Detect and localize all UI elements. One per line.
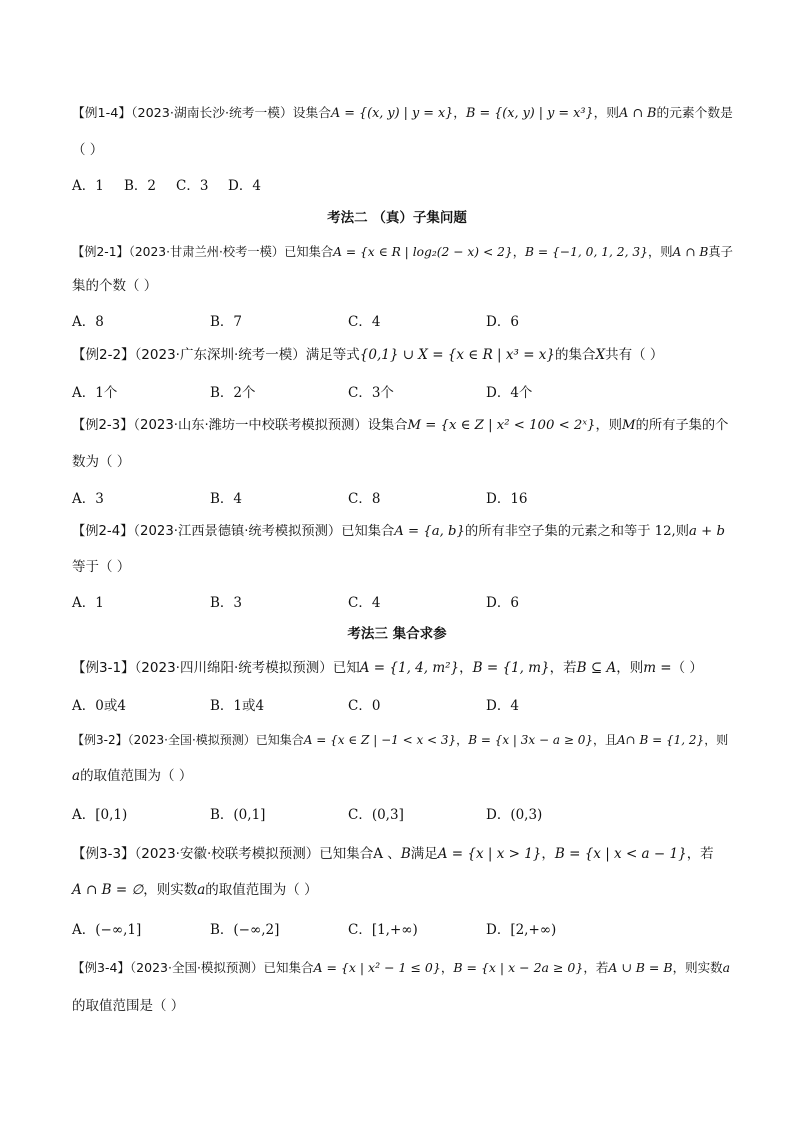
question-text: ，则实数 bbox=[672, 960, 723, 975]
question-source: （2023·全国·模拟预测） bbox=[129, 960, 264, 975]
math-expression: A = {x | x² − 1 ≤ 0} bbox=[313, 960, 441, 975]
math-expression: M = {x ∈ Z | x² < 100 < 2ˣ} bbox=[407, 418, 596, 433]
math-expression: A ∩ B = ∅ bbox=[72, 882, 144, 898]
math-expression: A = {x ∈ R | log₂(2 − x) < 2} bbox=[333, 245, 513, 259]
question-text: ，则 bbox=[704, 733, 729, 747]
question-3-3-continuation bbox=[72, 880, 318, 900]
option-a: A．[0,1) bbox=[72, 807, 128, 823]
question-source: （2023·甘肃兰州·校考一模） bbox=[128, 245, 285, 259]
math-expression: a bbox=[722, 960, 731, 975]
question-text: ，则 bbox=[616, 660, 644, 676]
option-d: D．[2,+∞) bbox=[486, 922, 557, 938]
math-expression: B = {x | x − 2a ≥ 0} bbox=[453, 960, 584, 975]
question-2-2-options bbox=[72, 381, 732, 401]
question-text: 已知 bbox=[332, 660, 360, 676]
option-b: B．(0,1] bbox=[210, 807, 266, 823]
math-expression: A = {x ∈ Z | −1 < x < 3} bbox=[303, 733, 457, 747]
question-tag: 【例2-2】 bbox=[72, 347, 135, 363]
question-text: ，则实数 bbox=[143, 882, 198, 898]
option-d: D．(0,3) bbox=[486, 807, 543, 823]
question-3-2-stem bbox=[72, 730, 728, 750]
option-d: D．16 bbox=[486, 491, 528, 507]
question-text: 满足 bbox=[410, 846, 438, 862]
question-text: 已知集合 bbox=[284, 245, 334, 259]
math-expression: A ∪ B = B bbox=[608, 960, 673, 975]
option-d: D．4 bbox=[228, 178, 261, 194]
math-expression: B = {x | x < a − 1} bbox=[554, 846, 687, 862]
option-a: A．8 bbox=[72, 314, 104, 330]
option-b: B．3 bbox=[210, 595, 243, 611]
question-text: ，则 bbox=[595, 418, 622, 433]
question-3-3-stem bbox=[72, 844, 714, 864]
question-source: （2023·湖南长沙·统考一模） bbox=[131, 106, 293, 121]
question-text: 的元素个数是 bbox=[656, 106, 733, 121]
math-expression: X bbox=[595, 347, 606, 363]
question-2-3-options bbox=[72, 487, 732, 507]
question-text: 已知集合 bbox=[263, 960, 314, 975]
question-tag: 【例2-3】 bbox=[72, 418, 134, 433]
question-text: 设集合 bbox=[292, 106, 332, 121]
question-1-4-stem bbox=[72, 104, 733, 124]
question-text: （ ） bbox=[671, 660, 703, 676]
question-text: 的集合 bbox=[555, 347, 596, 363]
option-d: D．4 bbox=[486, 698, 519, 714]
question-text: 满足等式 bbox=[305, 347, 360, 363]
question-text: ，若 bbox=[583, 960, 609, 975]
math-expression: m = bbox=[643, 660, 672, 676]
option-d: D．4个 bbox=[486, 385, 533, 401]
question-3-4-continuation: 的取值范围是（ ） bbox=[72, 998, 185, 1014]
option-b: B．(−∞,2] bbox=[210, 922, 280, 938]
option-c: C．3 bbox=[176, 178, 209, 194]
option-b: B．1或4 bbox=[210, 698, 265, 714]
question-tag: 【例3-1】 bbox=[72, 660, 135, 676]
question-3-4-stem bbox=[72, 958, 730, 978]
question-text: 共有（ ） bbox=[605, 347, 664, 363]
question-text: 已知集合 bbox=[341, 524, 395, 539]
option-c: C．4 bbox=[348, 595, 381, 611]
option-b: B．7 bbox=[210, 314, 243, 330]
question-source: （2023·全国·模拟预测） bbox=[127, 733, 256, 747]
question-2-2-stem bbox=[72, 345, 663, 365]
question-source: （2023·山东·潍坊一中校联考模拟预测） bbox=[133, 418, 368, 433]
option-a: A．0或4 bbox=[72, 698, 126, 714]
question-text: ，则 bbox=[593, 106, 620, 121]
math-expression: B = {x | 3x − a ≥ 0} bbox=[468, 733, 593, 747]
math-expression: A = {a, b} bbox=[394, 524, 465, 539]
question-2-4-continuation: 等于（ ） bbox=[72, 559, 131, 575]
option-b: B．2个 bbox=[210, 385, 256, 401]
question-text: ， bbox=[541, 846, 555, 862]
question-2-3-continuation: 数为（ ） bbox=[72, 454, 131, 470]
question-2-4-options bbox=[72, 591, 732, 611]
question-3-1-stem bbox=[72, 658, 703, 678]
question-text: 的所有非空子集的元素之和等于 12,则 bbox=[464, 524, 690, 539]
math-expression: A∩ B = {1, 2} bbox=[616, 733, 705, 747]
option-d: D．6 bbox=[486, 595, 519, 611]
question-2-4-stem bbox=[72, 522, 725, 542]
option-a: A．1个 bbox=[72, 385, 118, 401]
section-heading-3: 考法三 集合求参 bbox=[347, 626, 447, 642]
option-a: A．3 bbox=[72, 491, 104, 507]
question-3-3-options bbox=[72, 918, 732, 938]
math-expression: B bbox=[400, 846, 411, 862]
option-c: C．0 bbox=[348, 698, 381, 714]
question-1-4-options bbox=[72, 174, 732, 194]
question-text: 的取值范围为（ ） bbox=[80, 768, 193, 784]
question-text: 已知集合A 、 bbox=[319, 846, 401, 862]
math-expression: {0,1} ∪ X = {x ∈ R | x³ = x} bbox=[359, 347, 556, 363]
option-c: C．3个 bbox=[348, 385, 394, 401]
question-3-2-options bbox=[72, 803, 732, 823]
option-c: C．8 bbox=[348, 491, 381, 507]
math-expression: a + b bbox=[689, 524, 725, 539]
question-text: ，若 bbox=[549, 660, 577, 676]
question-3-1-options bbox=[72, 694, 732, 714]
question-tag: 【例2-4】 bbox=[72, 524, 134, 539]
question-source: （2023·四川绵阳·统考模拟预测） bbox=[134, 660, 333, 676]
question-text: ， bbox=[453, 106, 467, 121]
math-expression: B = {−1, 0, 1, 2, 3} bbox=[524, 245, 648, 259]
option-a: A．1 bbox=[72, 595, 104, 611]
question-2-1-continuation: 集的个数（ ） bbox=[72, 278, 158, 294]
question-text: ， bbox=[456, 733, 469, 747]
math-expression: A = {1, 4, m²} bbox=[359, 660, 460, 676]
question-text: 设集合 bbox=[367, 418, 408, 433]
question-text: 真子 bbox=[708, 245, 733, 259]
question-2-1-stem bbox=[72, 242, 733, 262]
math-expression: B = {1, m} bbox=[472, 660, 550, 676]
math-expression: a bbox=[72, 768, 81, 784]
option-b: B．2 bbox=[124, 178, 157, 194]
question-tag: 【例3-2】 bbox=[72, 733, 128, 747]
question-tag: 【例2-1】 bbox=[72, 245, 129, 259]
question-tag: 【例3-3】 bbox=[72, 846, 135, 862]
option-a: A．1 bbox=[72, 178, 104, 194]
question-text: ，则 bbox=[647, 245, 673, 259]
option-d: D．6 bbox=[486, 314, 519, 330]
question-text: 的所有子集的个 bbox=[635, 418, 729, 433]
math-expression: B ⊆ A bbox=[576, 660, 617, 676]
question-tag: 【例1-4】 bbox=[72, 106, 132, 121]
question-3-2-continuation bbox=[72, 766, 192, 786]
question-text: ，且 bbox=[592, 733, 617, 747]
question-text: ， bbox=[459, 660, 473, 676]
section-heading-2: 考法二 （真）子集问题 bbox=[327, 210, 467, 226]
question-2-3-stem bbox=[72, 416, 728, 436]
question-source: （2023·安徽·校联考模拟预测） bbox=[134, 846, 320, 862]
option-c: C．[1,+∞) bbox=[348, 922, 418, 938]
option-a: A．(−∞,1] bbox=[72, 922, 142, 938]
option-b: B．4 bbox=[210, 491, 243, 507]
math-expression: A = {(x, y) | y = x} bbox=[331, 106, 454, 121]
math-expression: A = {x | x > 1} bbox=[437, 846, 542, 862]
option-c: C．4 bbox=[348, 314, 381, 330]
question-text: ，若 bbox=[686, 846, 714, 862]
math-expression: A ∩ B bbox=[619, 106, 657, 121]
question-text: ， bbox=[440, 960, 454, 975]
question-text: 已知集合 bbox=[255, 733, 304, 747]
math-expression: B = {(x, y) | y = x³} bbox=[466, 106, 594, 121]
question-1-4-continuation: （ ） bbox=[72, 142, 104, 158]
question-source: （2023·江西景德镇·统考模拟预测） bbox=[133, 524, 342, 539]
question-source: （2023·广东深圳·统考一模） bbox=[134, 347, 306, 363]
question-tag: 【例3-4】 bbox=[72, 960, 130, 975]
option-c: C．(0,3] bbox=[348, 807, 404, 823]
math-expression: A ∩ B bbox=[672, 245, 709, 259]
math-expression: a bbox=[197, 882, 206, 898]
question-text: 的取值范围为（ ） bbox=[205, 882, 318, 898]
question-text: ， bbox=[512, 245, 525, 259]
math-expression: M bbox=[621, 418, 636, 433]
question-2-1-options bbox=[72, 310, 732, 330]
